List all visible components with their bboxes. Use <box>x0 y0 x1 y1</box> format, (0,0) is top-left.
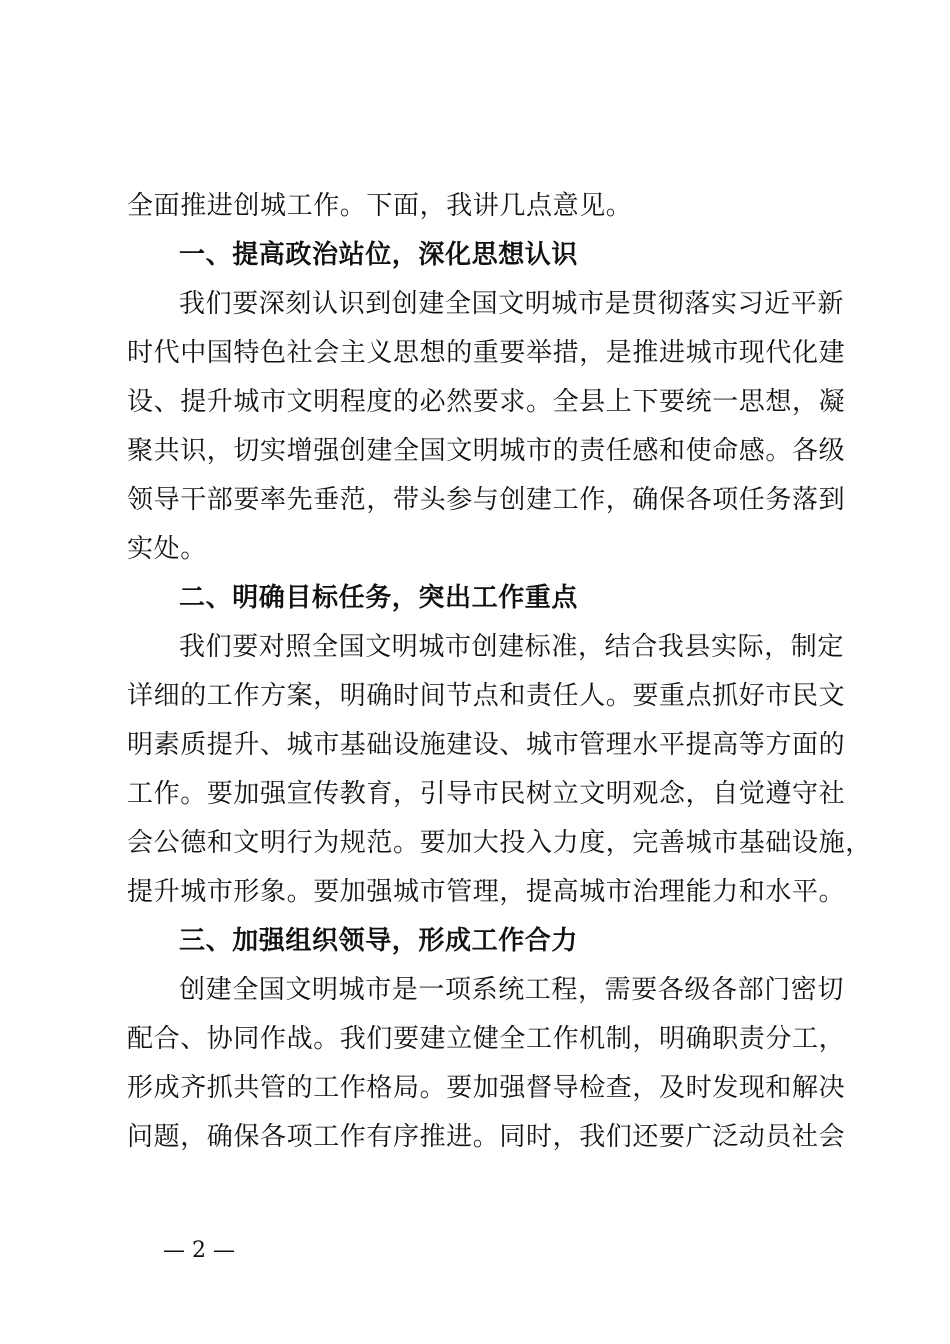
paragraph-line: 设、提升城市文明程度的必然要求。全县上下要统一思想，凝 <box>127 387 846 417</box>
section-heading-3: 三、加强组织领导，形成工作合力 <box>179 926 579 956</box>
paragraph-line: 明素质提升、城市基础设施建设、城市管理水平提高等方面的 <box>127 730 846 760</box>
paragraph-line: 实处。 <box>127 534 207 564</box>
intro-line: 全面推进创城工作。下面，我讲几点意见。 <box>127 191 633 221</box>
section-heading-2: 二、明确目标任务，突出工作重点 <box>179 583 579 613</box>
paragraph-line: 聚共识，切实增强创建全国文明城市的责任感和使命感。各级 <box>127 436 846 466</box>
paragraph-line: 领导干部要率先垂范，带头参与创建工作，确保各项任务落到 <box>127 485 846 515</box>
paragraph-line: 问题，确保各项工作有序推进。同时，我们还要广泛动员社会 <box>127 1122 846 1152</box>
paragraph-line: 提升城市形象。要加强城市管理，提高城市治理能力和水平。 <box>127 877 846 907</box>
paragraph-line: 配合、协同作战。我们要建立健全工作机制，明确职责分工， <box>127 1024 846 1054</box>
paragraph-line: 详细的工作方案，明确时间节点和责任人。要重点抓好市民文 <box>127 681 846 711</box>
paragraph-line: 形成齐抓共管的工作格局。要加强督导检查，及时发现和解决 <box>127 1073 846 1103</box>
paragraph-line-first: 我们要深刻认识到创建全国文明城市是贯彻落实习近平新 <box>179 289 845 319</box>
paragraph-line-first: 我们要对照全国文明城市创建标准，结合我县实际，制定 <box>179 632 845 662</box>
paragraph-line: 时代中国特色社会主义思想的重要举措，是推进城市现代化建 <box>127 338 846 368</box>
document-body <box>127 182 872 1162</box>
paragraph-line: 会公德和文明行为规范。要加大投入力度，完善城市基础设施， <box>127 828 872 858</box>
paragraph-line: 工作。要加强宣传教育，引导市民树立文明观念，自觉遵守社 <box>127 779 846 809</box>
paragraph-line-first: 创建全国文明城市是一项系统工程，需要各级各部门密切 <box>179 975 845 1005</box>
section-heading-1: 一、提高政治站位，深化思想认识 <box>179 240 579 270</box>
page-number: — 2 — <box>163 1238 235 1263</box>
